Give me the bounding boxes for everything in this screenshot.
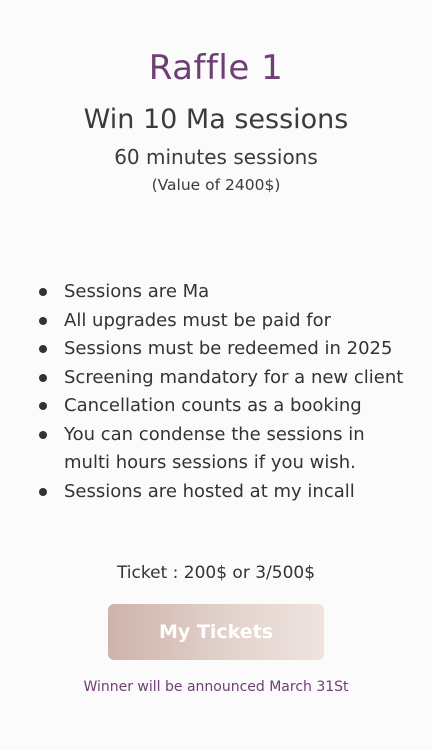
rule-item [36, 364, 416, 393]
bullet-icon [39, 317, 47, 325]
rule-item [36, 307, 416, 336]
rule-text: Sessions are hosted at my incall [64, 480, 355, 502]
bullet-icon [39, 431, 47, 439]
winner-announcement: Winner will be announced March 31St [83, 679, 349, 695]
rule-text: Sessions must be redeemed in 2025 [64, 338, 393, 359]
ticket-price: Ticket : 200$ or 3/500$ [116, 563, 316, 583]
bullet-icon [39, 345, 47, 353]
prize-value: (Value of 2400$) [151, 176, 281, 194]
session-duration: 60 minutes sessions [114, 145, 318, 169]
rules-list [36, 278, 416, 506]
rule-text: You can condense the sessions in multi hours sessions if you wish. [64, 423, 365, 473]
rule-item [36, 392, 416, 421]
rule-text: Screening mandatory for a new client [64, 366, 404, 388]
rule-item [36, 478, 416, 507]
raffle-title: Raffle 1 [148, 48, 284, 88]
bullet-icon [39, 402, 47, 410]
raffle-subtitle: Win 10 Ma sessions [83, 104, 349, 135]
rule-item [36, 278, 416, 307]
bullet-icon [39, 488, 47, 496]
rule-text: Cancellation counts as a booking [64, 395, 362, 416]
rule-text: All upgrades must be paid for [64, 309, 332, 331]
rule-item [36, 421, 416, 478]
rule-text: Sessions are Ma [64, 281, 210, 302]
bullet-icon [39, 288, 47, 296]
rule-item [36, 335, 416, 364]
my-tickets-button[interactable]: My Tickets [108, 604, 324, 660]
bullet-icon [39, 374, 47, 382]
